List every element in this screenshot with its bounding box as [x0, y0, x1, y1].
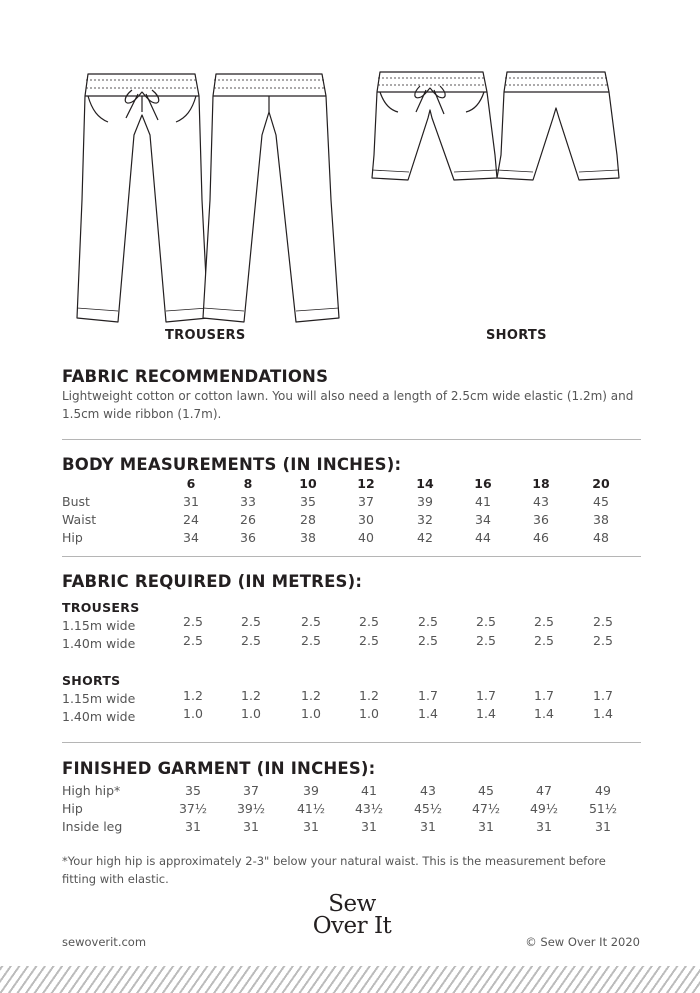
value-cell: 42 [417, 530, 433, 545]
value-cell: 31 [183, 494, 199, 509]
value-cell: 1.4 [593, 706, 613, 721]
value-cell: 49 [595, 783, 611, 798]
row-label: 1.15m wide [62, 618, 136, 633]
value-cell: 1.7 [418, 688, 438, 703]
website-link[interactable]: sewoverit.com [62, 935, 147, 949]
size-cell: 6 [186, 476, 196, 491]
value-cell: 2.5 [301, 633, 321, 648]
value-cell: 30 [358, 512, 374, 527]
value-cell: 37½ [178, 801, 208, 816]
row-label: Hip [62, 801, 83, 816]
size-cell: 8 [243, 476, 253, 491]
body-measurements-heading: BODY MEASUREMENTS (IN INCHES): [62, 455, 402, 474]
value-cell: 49½ [529, 801, 559, 816]
divider [62, 439, 641, 440]
shorts-back-illustration [497, 72, 619, 180]
value-cell: 1.0 [183, 706, 203, 721]
value-cell: 31 [595, 819, 611, 834]
shorts-subheading: SHORTS [62, 673, 121, 688]
value-cell: 48 [593, 530, 609, 545]
row-label: Bust [62, 494, 90, 509]
row-label: Waist [62, 512, 97, 527]
trousers-caption: TROUSERS [165, 328, 246, 343]
value-cell: 45½ [413, 801, 443, 816]
value-cell: 1.0 [301, 706, 321, 721]
value-cell: 39½ [236, 801, 266, 816]
fabric-recommendations-heading: FABRIC RECOMMENDATIONS [62, 367, 329, 386]
value-cell: 2.5 [241, 633, 261, 648]
trousers-back-illustration [203, 74, 339, 322]
trousers-subheading: TROUSERS [62, 600, 140, 615]
value-cell: 2.5 [593, 614, 613, 629]
value-cell: 31 [536, 819, 552, 834]
size-cell: 20 [592, 476, 610, 491]
measurement-row-hip [62, 530, 662, 548]
divider [62, 742, 641, 743]
value-cell: 28 [300, 512, 316, 527]
value-cell: 34 [183, 530, 199, 545]
value-cell: 2.5 [301, 614, 321, 629]
logo-line-1: Sew [328, 891, 376, 917]
value-cell: 39 [417, 494, 433, 509]
value-cell: 38 [300, 530, 316, 545]
value-cell: 31 [420, 819, 436, 834]
value-cell: 31 [303, 819, 319, 834]
value-cell: 45 [478, 783, 494, 798]
value-cell: 2.5 [183, 614, 203, 629]
value-cell: 1.4 [476, 706, 496, 721]
value-cell: 47½ [471, 801, 501, 816]
value-cell: 1.2 [301, 688, 321, 703]
value-cell: 32 [417, 512, 433, 527]
shorts-front-illustration [372, 72, 497, 180]
finished-garment-heading: FINISHED GARMENT (IN INCHES): [62, 759, 376, 778]
high-hip-footnote: *Your high hip is approximately 2-3" below your natural waist. This is the measurement before fitting with elastic. [62, 854, 606, 886]
value-cell: 2.5 [359, 633, 379, 648]
value-cell: 2.5 [418, 633, 438, 648]
value-cell: 1.2 [359, 688, 379, 703]
value-cell: 1.4 [418, 706, 438, 721]
value-cell: 47 [536, 783, 552, 798]
size-header-row [62, 476, 662, 494]
value-cell: 36 [533, 512, 549, 527]
sew-over-it-logo [292, 893, 412, 937]
value-cell: 2.5 [241, 614, 261, 629]
value-cell: 2.5 [534, 614, 554, 629]
value-cell: 45 [593, 494, 609, 509]
trousers-front-illustration [77, 74, 208, 322]
value-cell: 38 [593, 512, 609, 527]
value-cell: 43½ [354, 801, 384, 816]
value-cell: 1.2 [183, 688, 203, 703]
copyright-text: © Sew Over It 2020 [525, 935, 640, 949]
logo-line-2: Over It [312, 913, 392, 939]
value-cell: 2.5 [534, 633, 554, 648]
value-cell: 46 [533, 530, 549, 545]
value-cell: 26 [240, 512, 256, 527]
value-cell: 2.5 [359, 614, 379, 629]
size-cell: 18 [532, 476, 550, 491]
value-cell: 2.5 [593, 633, 613, 648]
garment-row-high-hip [62, 783, 662, 801]
value-cell: 44 [475, 530, 491, 545]
value-cell: 24 [183, 512, 199, 527]
size-cell: 12 [357, 476, 375, 491]
value-cell: 2.5 [183, 633, 203, 648]
value-cell: 2.5 [476, 614, 496, 629]
value-cell: 41 [361, 783, 377, 798]
row-label: High hip* [62, 783, 121, 798]
value-cell: 43 [420, 783, 436, 798]
row-label: Inside leg [62, 819, 123, 834]
garment-row-hip [62, 801, 662, 819]
measurement-row-bust [62, 494, 662, 512]
garment-illustrations [0, 0, 700, 350]
size-cell: 16 [474, 476, 492, 491]
value-cell: 31 [185, 819, 201, 834]
value-cell: 33 [240, 494, 256, 509]
value-cell: 40 [358, 530, 374, 545]
value-cell: 31 [361, 819, 377, 834]
divider [62, 556, 641, 557]
value-cell: 1.7 [534, 688, 554, 703]
value-cell: 1.7 [593, 688, 613, 703]
shorts-caption: SHORTS [486, 328, 547, 343]
fabric-row-trousers-140 [62, 633, 662, 654]
value-cell: 1.4 [534, 706, 554, 721]
fabric-required-heading: FABRIC REQUIRED (IN METRES): [62, 572, 363, 591]
value-cell: 31 [478, 819, 494, 834]
value-cell: 2.5 [476, 633, 496, 648]
row-label: 1.40m wide [62, 636, 136, 651]
row-label: Hip [62, 530, 83, 545]
row-label: 1.15m wide [62, 691, 136, 706]
value-cell: 31 [243, 819, 259, 834]
value-cell: 34 [475, 512, 491, 527]
value-cell: 1.0 [241, 706, 261, 721]
fabric-recommendations-text: Lightweight cotton or cotton lawn. You will also need a length of 2.5cm wide elastic (1.2m) and 1.5cm wide ribbon (1.7m). [62, 389, 634, 421]
measurement-row-waist [62, 512, 662, 530]
value-cell: 39 [303, 783, 319, 798]
value-cell: 1.0 [359, 706, 379, 721]
size-cell: 10 [299, 476, 317, 491]
value-cell: 37 [358, 494, 374, 509]
value-cell: 41 [475, 494, 491, 509]
size-cell: 14 [416, 476, 434, 491]
value-cell: 36 [240, 530, 256, 545]
value-cell: 35 [185, 783, 201, 798]
decorative-stripe-border [0, 966, 700, 993]
value-cell: 35 [300, 494, 316, 509]
row-label: 1.40m wide [62, 709, 136, 724]
value-cell: 41½ [296, 801, 326, 816]
garment-row-inside-leg [62, 819, 662, 837]
value-cell: 51½ [588, 801, 618, 816]
fabric-row-shorts-140 [62, 706, 662, 727]
value-cell: 1.7 [476, 688, 496, 703]
value-cell: 1.2 [241, 688, 261, 703]
value-cell: 37 [243, 783, 259, 798]
value-cell: 43 [533, 494, 549, 509]
value-cell: 2.5 [418, 614, 438, 629]
